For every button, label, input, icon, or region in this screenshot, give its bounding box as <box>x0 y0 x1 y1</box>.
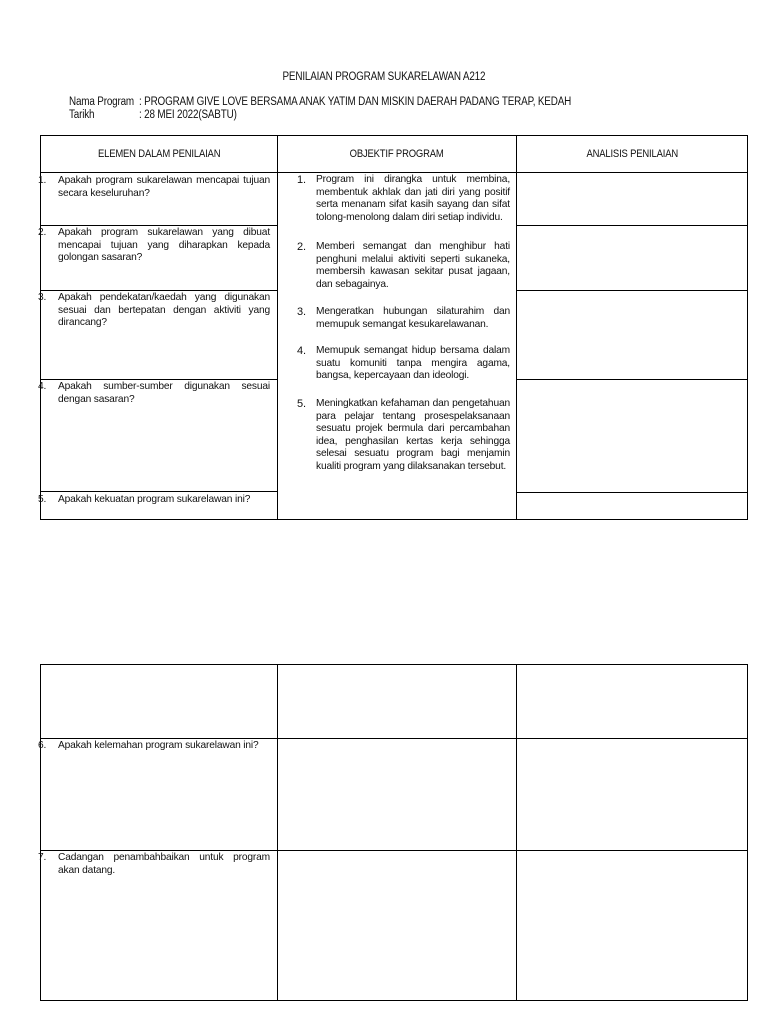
question-number: 7. <box>38 852 47 863</box>
objective-text: Memupuk semangat hidup bersama dalam suatu komuniti tanpa mengira agama, bangsa, kepercayaan dan ideologi. <box>316 345 510 381</box>
program-name-label: Nama Program <box>69 96 134 108</box>
table2-border <box>41 665 748 1001</box>
objective-number: 3. <box>297 306 306 318</box>
objective-1 <box>297 174 510 224</box>
objective-number: 1. <box>297 174 306 186</box>
question-5 <box>38 494 270 507</box>
header-elemen: ELEMEN DALAM PENILAIAN <box>97 148 221 160</box>
objective-4 <box>297 345 510 383</box>
objective-text: Memberi semangat dan menghibur hati penghuni melalui aktiviti seperti sukaneka, membersih kawasan sekitar pusat jagaan, dan sebagainya. <box>316 241 510 290</box>
question-text: Cadangan penambahbaikan untuk program akan datang. <box>58 852 270 876</box>
objective-5 <box>297 398 510 473</box>
question-text: Apakah kekuatan program sukarelawan ini? <box>58 494 251 505</box>
question-4 <box>38 381 270 406</box>
objective-3 <box>297 306 510 331</box>
question-text: Apakah kelemahan program sukarelawan ini? <box>58 740 259 751</box>
question-text: Apakah program sukarelawan mencapai tujuan secara keseluruhan? <box>58 175 270 199</box>
question-text: Apakah program sukarelawan yang dibuat mencapai tujuan yang diharapkan kepada golongan sasaran? <box>58 227 270 263</box>
question-number: 4. <box>38 381 47 392</box>
question-number: 2. <box>38 227 47 238</box>
question-text: Apakah pendekatan/kaedah yang digunakan sesuai dan bertepatan dengan aktiviti yang dirancang? <box>58 292 270 328</box>
question-number: 3. <box>38 292 47 303</box>
question-6 <box>38 740 270 753</box>
header-objektif: OBJEKTIF PROGRAM <box>350 148 444 160</box>
program-name-value: : PROGRAM GIVE LOVE BERSAMA ANAK YATIM DAN MISKIN DAERAH PADANG TERAP, KEDAH <box>139 96 572 108</box>
objective-number: 4. <box>297 345 306 357</box>
objective-text: Program ini dirangka untuk membina, membentuk akhlak dan jati diri yang positif serta menanam sifat kasih sayang dan sifat tolong-menolong dalam diri setiap individu. <box>316 174 510 223</box>
question-3 <box>38 292 270 330</box>
question-text: Apakah sumber-sumber digunakan sesuai dengan sasaran? <box>58 381 270 405</box>
objective-2 <box>297 241 510 291</box>
question-number: 5. <box>38 494 47 505</box>
question-2 <box>38 227 270 265</box>
header-analisis: ANALISIS PENILAIAN <box>586 148 678 160</box>
date-label: Tarikh <box>69 109 95 121</box>
document-title: PENILAIAN PROGRAM SUKARELAWAN A212 <box>282 71 486 83</box>
objective-number: 5. <box>297 398 306 410</box>
question-number: 6. <box>38 740 47 751</box>
objective-text: Mengeratkan hubungan silaturahim dan memupuk semangat kesukarelawanan. <box>316 306 510 330</box>
question-1 <box>38 175 270 200</box>
date-value: : 28 MEI 2022(SABTU) <box>139 109 237 121</box>
objective-text: Meningkatkan kefahaman dan pengetahuan para pelajar tentang prosespelaksanaan sesuatu projek bermula dari percambahan idea, penghasilan kertas kerja sehingga selesai sesuatu program bagi menjamin kualiti program yang dilaksanakan tersebut. <box>316 398 510 472</box>
question-7 <box>38 852 270 877</box>
question-number: 1. <box>38 175 47 186</box>
objective-number: 2. <box>297 241 306 253</box>
